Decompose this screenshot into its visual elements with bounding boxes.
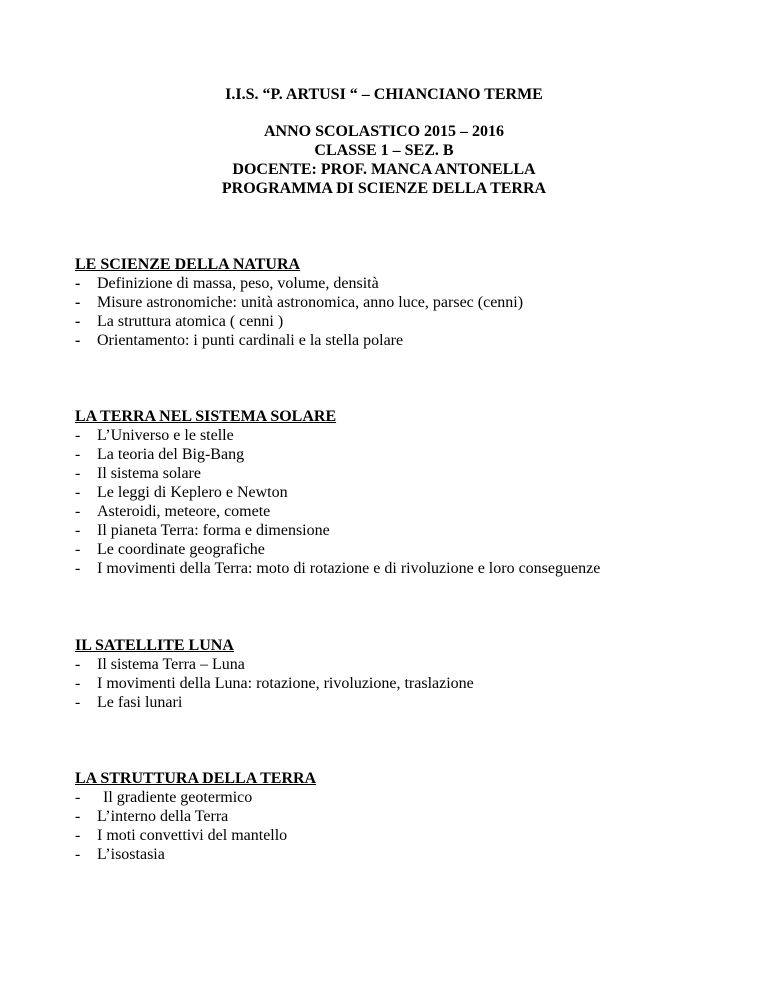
section-title: LA TERRA NEL SISTEMA SOLARE — [75, 408, 337, 425]
item-text: Le fasi lunari — [97, 694, 183, 711]
list-item — [75, 312, 755, 331]
bullet-dash: - — [75, 522, 81, 539]
item-text: Orientamento: i punti cardinali e la stella polare — [97, 332, 404, 349]
bullet-dash: - — [75, 294, 81, 311]
section-title: LE SCIENZE DELLA NATURA — [75, 256, 301, 273]
bullet-dash: - — [75, 560, 81, 577]
bullet-dash: - — [75, 694, 81, 711]
list-item — [75, 788, 755, 807]
item-text: L’isostasia — [97, 846, 165, 863]
item-text: I movimenti della Terra: moto di rotazione e di rivoluzione e loro conseguenze — [97, 560, 601, 577]
class-section: CLASSE 1 – SEZ. B — [314, 142, 454, 159]
item-text: L’interno della Terra — [97, 808, 229, 825]
school-heading: I.I.S. “P. ARTUSI “ – CHIANCIANO TERME — [225, 86, 543, 103]
item-text: Il pianeta Terra: forma e dimensione — [97, 522, 330, 539]
section-scienze-natura — [75, 255, 755, 350]
list-item — [75, 655, 755, 674]
section-terra-sistema-solare — [75, 407, 755, 578]
item-text: L’Universo e le stelle — [97, 427, 234, 444]
item-text: I movimenti della Luna: rotazione, rivoluzione, traslazione — [97, 675, 474, 692]
topic-list — [75, 274, 755, 350]
bullet-dash: - — [75, 465, 81, 482]
list-item — [75, 521, 755, 540]
bullet-dash: - — [75, 846, 81, 863]
item-text: Definizione di massa, peso, volume, densità — [97, 275, 379, 292]
list-item — [75, 807, 755, 826]
list-item — [75, 274, 755, 293]
item-text: I moti convettivi del mantello — [97, 827, 288, 844]
item-text: Asteroidi, meteore, comete — [97, 503, 271, 520]
topic-list — [75, 788, 755, 864]
section-title: LA STRUTTURA DELLA TERRA — [75, 770, 317, 787]
bullet-dash: - — [75, 446, 81, 463]
bullet-dash: - — [75, 675, 81, 692]
bullet-dash: - — [75, 656, 81, 673]
list-item — [75, 445, 755, 464]
bullet-dash: - — [75, 827, 81, 844]
item-text: La teoria del Big-Bang — [97, 446, 245, 463]
list-item — [75, 331, 755, 350]
bullet-dash: - — [75, 541, 81, 558]
list-item — [75, 559, 755, 578]
list-item — [75, 502, 755, 521]
item-text: Il sistema solare — [97, 465, 201, 482]
item-text: La struttura atomica ( cenni ) — [97, 313, 284, 330]
topic-list — [75, 426, 755, 578]
section-satellite-luna — [75, 636, 755, 712]
program-title: PROGRAMMA DI SCIENZE DELLA TERRA — [221, 180, 547, 197]
bullet-dash: - — [75, 808, 81, 825]
item-text: Il sistema Terra – Luna — [97, 656, 245, 673]
list-item — [75, 674, 755, 693]
list-item — [75, 464, 755, 483]
bullet-dash: - — [75, 484, 81, 501]
bullet-dash: - — [75, 789, 81, 806]
item-text: Il gradiente geotermico — [103, 789, 253, 806]
item-text: Le leggi di Keplero e Newton — [97, 484, 288, 501]
list-item — [75, 426, 755, 445]
section-struttura-terra — [75, 769, 755, 864]
item-text: Misure astronomiche: unità astronomica, anno luce, parsec (cenni) — [97, 294, 524, 311]
bullet-dash: - — [75, 275, 81, 292]
list-item — [75, 826, 755, 845]
bullet-dash: - — [75, 503, 81, 520]
list-item — [75, 483, 755, 502]
bullet-dash: - — [75, 332, 81, 349]
list-item — [75, 293, 755, 312]
topic-list — [75, 655, 755, 712]
section-title: IL SATELLITE LUNA — [75, 637, 234, 654]
school-year: ANNO SCOLASTICO 2015 – 2016 — [263, 123, 505, 140]
list-item — [75, 845, 755, 864]
list-item — [75, 693, 755, 712]
bullet-dash: - — [75, 313, 81, 330]
item-text: Le coordinate geografiche — [97, 541, 265, 558]
teacher-name: DOCENTE: PROF. MANCA ANTONELLA — [232, 161, 536, 178]
header-block — [0, 122, 768, 198]
list-item — [75, 540, 755, 559]
bullet-dash: - — [75, 427, 81, 444]
